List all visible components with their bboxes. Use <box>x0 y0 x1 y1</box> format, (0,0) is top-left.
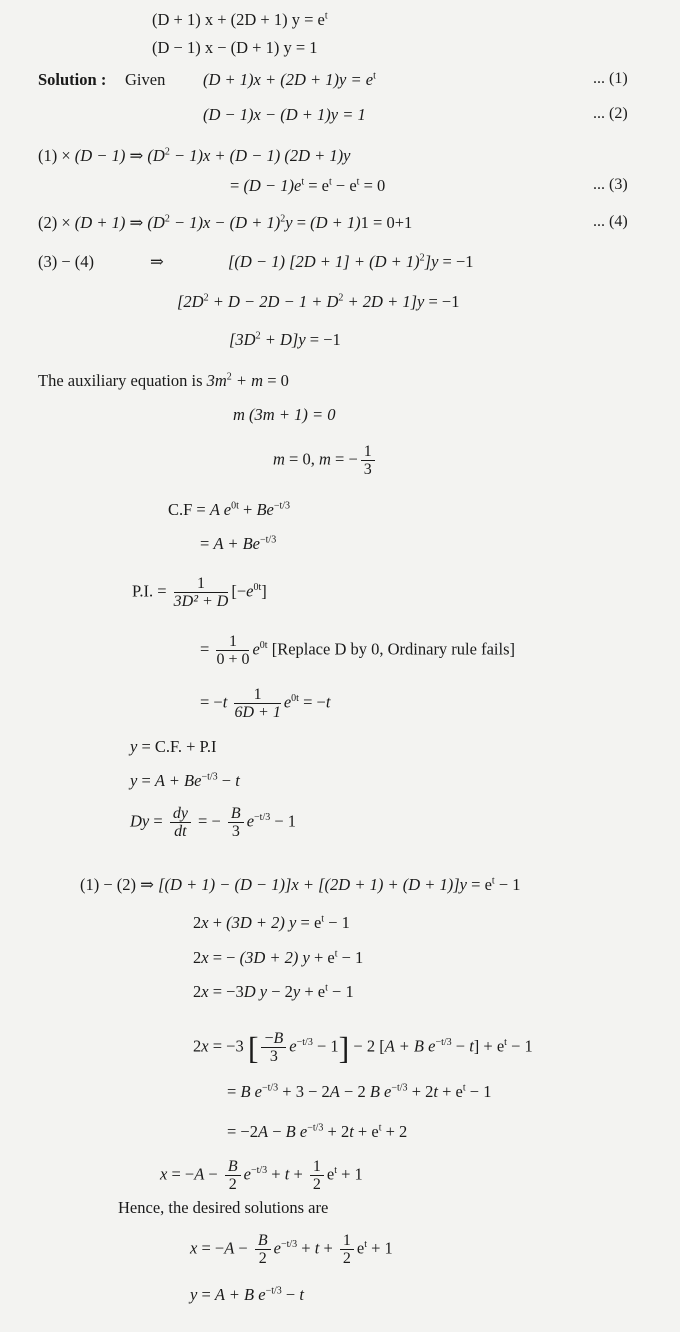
x-step-2: 2x = − (3D + 2) $y + e^t - 1$ <box>193 948 364 967</box>
eq-ref-2: ... (2) <box>593 105 628 122</box>
pi-line-2: = $\frac{1}{0 + 0}$ $e^{0t}$ [Replace D by 0, Ordinary rule fails] <box>200 633 515 668</box>
eq-1: $(D + 1)x + (2D + 1)y = e^t$ <box>203 70 376 89</box>
x-step-4: 2x = −3 [ $\frac{-B}{3}$ $e^{-t/3} - 1] - 2$ [A + B $e^{-t/3} - t] + e^t - 1$ <box>193 1029 533 1066</box>
solution-label: Solution : <box>38 70 107 89</box>
final-y: y = A + B $e^{-t/3} - t$ <box>190 1285 304 1304</box>
step-4-line: (2) × (D + 1) ⇒ $(D^2 - 1)x - (D + 1)^2y = (D + 1)1 = 0+1$ <box>38 213 413 232</box>
aux-factored: m (3m + 1) = 0 <box>233 405 336 424</box>
system-eq-2: (D − 1) x − (D + 1) y = 1 <box>152 38 318 57</box>
sub-3-4-arrow: ⇒ <box>150 252 164 271</box>
x-step-5: = B $e^{-t/3} + 3 - 2A - 2$ B $e^{-t/3} + 2t + e^t - 1$ <box>227 1082 492 1101</box>
sub-3-4-result: [(D − 1) $[2D + 1] + (D + 1)^2]y = -1$ <box>228 252 474 271</box>
hence-text: Hence, the desired solutions are <box>118 1198 329 1217</box>
dy-line: Dy = $\frac{dy}{dt}$ = − $\frac{B}{3}$ $e^{-t/3} - 1$ <box>130 805 297 840</box>
eq-ref-3: ... (3) <box>593 176 628 193</box>
step-3-line-b: = $(D - 1)e^t = e^t - e^t = 0$ <box>230 176 386 195</box>
eq-ref-1: ... (1) <box>593 70 628 87</box>
simplified-eq: $[3D^2 + D]y = -1$ <box>229 330 341 349</box>
y-sum-line: y = C.F. + P.I <box>130 737 217 756</box>
cf-line-2: = $A + Be^{-t/3}$ <box>200 534 277 553</box>
x-step-6: = −2A − B $e^{-t/3} + 2t + e^t + 2$ <box>227 1122 408 1141</box>
step-3-line-a: (1) × (D − 1) ⇒ $(D^2 - 1)x + (D - 1) (2D + 1)y$ <box>38 146 351 165</box>
final-x: x = −A − $\frac{B}{2}$ $e^{-t/3} + t$ + $\frac{1}{2}$ $e^t + 1$ <box>190 1232 393 1267</box>
given-word: Given <box>125 70 166 89</box>
expanded-eq: $[2D^2 + D - 2D - 1 + D^2 + 2D + 1]y = -1$ <box>177 292 460 311</box>
aux-text: The auxiliary equation is $3m^2 + m = 0$ <box>38 371 289 390</box>
y-solution-line: $y = A + Be^{-t/3} - t$ <box>130 771 240 790</box>
cf-line-1: C.F = A $e^{0t} + Be^{-t/3}$ <box>168 500 291 519</box>
system-eq-1: (D + 1) x + (2D + 1) $y = e^t$ <box>152 10 328 29</box>
x-step-3: 2x = −3D $y - 2y + e^t - 1$ <box>193 982 354 1001</box>
x-step-1: 2x + (3D + 2) $y = e^t - 1$ <box>193 913 350 932</box>
sub-3-4-label: (3) − (4) <box>38 252 95 271</box>
eq-ref-4: ... (4) <box>593 213 628 230</box>
sub-1-2-line: (1) − (2) ⇒ $[(D + 1) - (D - 1)]x + [(2D + 1) + (D + 1)]y = e^t - 1$ <box>80 875 521 894</box>
pi-line-3: = −t $\frac{1}{6D + 1}$ $e^{0t} = -t$ <box>200 686 331 721</box>
pi-line-1: P.I. = $\frac{1}{\text{3D² + D}}$ $[-e^{0t}]$ <box>132 575 267 610</box>
eq-2: (D − 1)x − (D + 1)y = 1 <box>203 105 366 124</box>
x-step-7: x = −A − $\frac{B}{2}$ $e^{-t/3} + t$ + $\frac{1}{2}$ $e^t + 1$ <box>160 1158 363 1193</box>
aux-roots: m = 0, m = − $\frac{1}{3}$ <box>273 443 378 478</box>
